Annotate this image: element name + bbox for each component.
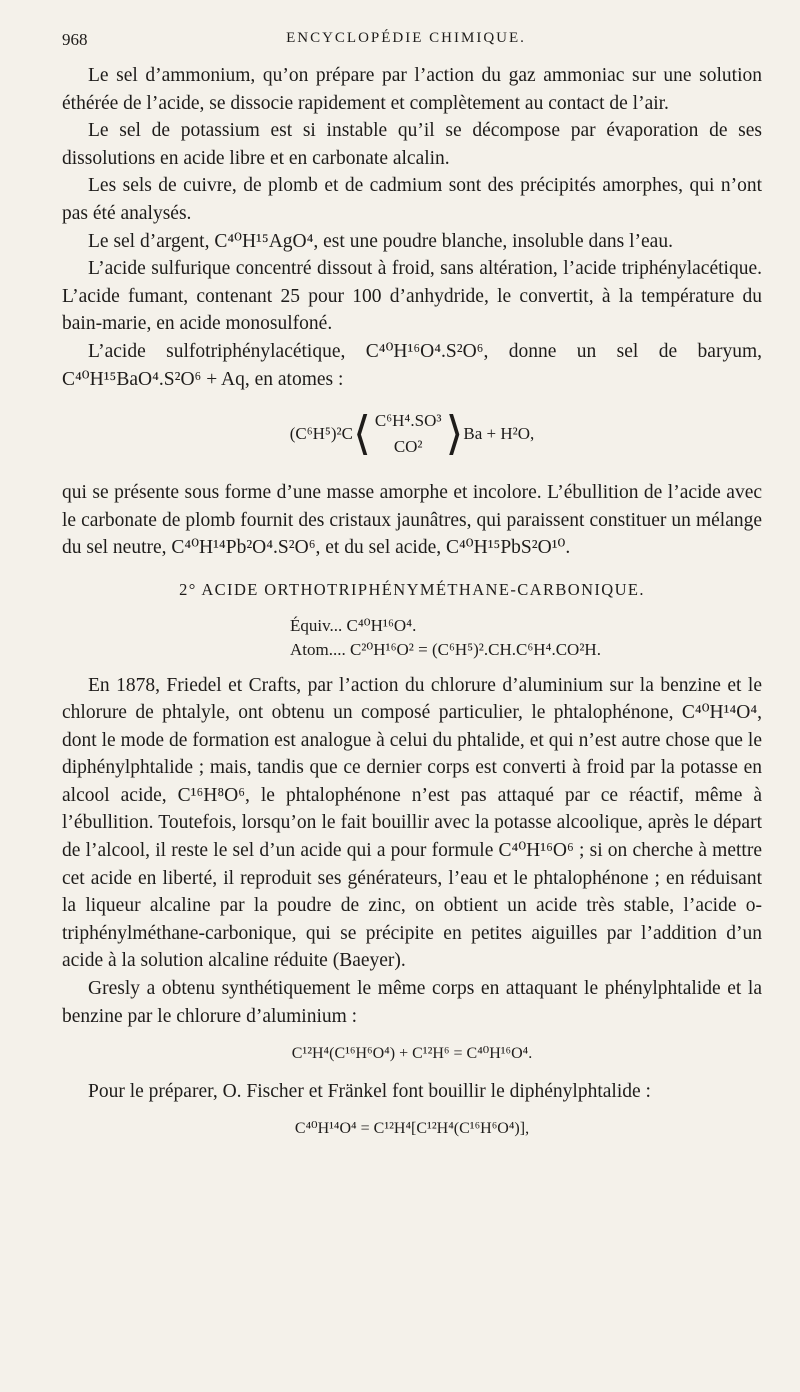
paragraph-amorphous-mass: qui se présente sous forme d’une masse amorphe et incolore. L’ébullition de l’acide avec le carbonate de plomb fournit des cristaux jaunâtres, qui paraissent constituer un mélange du sel neutre, C⁴⁰H¹⁴Pb²O⁴.S²O⁶, et du sel acide, C⁴⁰H¹⁵PbS²O¹⁰.	[62, 482, 762, 559]
section-title: 2° ACIDE ORTHOTRIPHÉNYMÉTHANE-CARBONIQUE.	[179, 579, 645, 599]
page-body	[62, 62, 762, 1153]
paragraph-silver-salt: Le sel d’argent, C⁴⁰H¹⁵AgO⁴, est une poudre blanche, insoluble dans l’eau.	[88, 230, 673, 252]
running-title: ENCYCLOPÉDIE CHIMIQUE.	[286, 30, 526, 46]
atom-formula: Atom.... C²⁰H¹⁶O² = (C⁶H⁵)².CH.C⁶H⁴.CO²H.	[290, 639, 601, 659]
right-angle-bracket: ⟩	[445, 408, 464, 460]
left-angle-bracket: ⟨	[352, 408, 371, 460]
page-header	[62, 30, 750, 54]
equation-gresly: C¹²H⁴(C¹⁶H⁶O⁴) + C¹²H⁶ = C⁴⁰H¹⁶O⁴.	[291, 1045, 533, 1063]
formula-top-branch: C⁶H⁴.SO³	[374, 411, 442, 431]
formula-right: Ba + H²O,	[463, 424, 535, 444]
page-number: 968	[62, 30, 88, 49]
paragraph-fischer-frankel: Pour le préparer, O. Fischer et Fränkel font bouillir le diphénylphtalide :	[88, 1080, 651, 1102]
paragraph-sulfotriphenylacetic-acid: L’acide sulfotriphénylacétique, C⁴⁰H¹⁶O⁴.S²O⁶, donne un sel de baryum, C⁴⁰H¹⁵BaO⁴.S²O⁶ + Aq, en atomes :	[62, 340, 762, 390]
formula-bottom-branch: CO²	[393, 437, 423, 457]
paragraph-copper-lead-cadmium-salts: Les sels de cuivre, de plomb et de cadmium sont des précipités amorphes, qui n’ont pas été analysés.	[62, 175, 762, 224]
paragraph-sulfuric-acid: L’acide sulfurique concentré dissout à froid, sans altération, l’acide triphénylacétique. L’acide fumant, contenant 25 pour 100 d’anhydride, le convertit, à la température du bain-marie, en acide monosulfoné.	[62, 258, 762, 335]
paragraph-friedel-crafts: En 1878, Friedel et Crafts, par l’action du chlorure d’aluminium sur la benzine et le chlorure de phtalyle, ont obtenu un composé particulier, le phtalophénone, C⁴⁰H¹⁴O⁴, dont le mode de formation est analogue à celui du phtalide, et qui n’est autre chose que le diphénylphtalide ; mais, tandis que ce dernier corps est converti à froid par la potasse en alcool acide, C¹⁶H⁸O⁶, le phtalophénone n’est pas attaqué par ce réactif, même à l’ébullition. Toutefois, lorsqu’on le fait bouillir avec la potasse alcoolique, après le départ de l’alcool, il reste le sel d’un acide qui a pour formule C⁴⁰H¹⁶O⁶ ; si on cherche à mettre cet acide en liberté, il reproduit ses générateurs, l’eau et le phtalophénone ; en réduisant la liqueur alcaline par la poudre de zinc, on obtient un acide très stable, l’acide o-triphénylméthane-carbonique, qui se précipite en petites aiguilles par l’addition d’un acide à la solution alcaline réduite (Baeyer).	[62, 674, 762, 972]
formula-equivalents	[290, 614, 762, 662]
paragraph-potassium-salt: Le sel de potassium est si instable qu’il se décompose par évaporation de ses dissolutions en acide libre et en carbonate alcalin.	[62, 120, 762, 169]
barium-salt-formula	[62, 399, 762, 469]
formula-left: (C⁶H⁵)²C	[289, 424, 353, 444]
formula-middle	[375, 408, 442, 460]
paragraph-ammonium-salt: Le sel d’ammonium, qu’on prépare par l’action du gaz ammoniac sur une solution éthérée de l’acide, se dissocie rapidement et complètement au contact de l’air.	[62, 65, 762, 114]
equation-diphenylphtalide: C⁴⁰H¹⁴O⁴ = C¹²H⁴[C¹²H⁴(C¹⁶H⁶O⁴)],	[294, 1120, 530, 1138]
paragraph-gresly: Gresly a obtenu synthétiquement le même corps en attaquant le phénylphtalide et la benzine par le chlorure d’aluminium :	[62, 978, 762, 1027]
equiv-formula: Équiv... C⁴⁰H¹⁶O⁴.	[290, 615, 417, 635]
